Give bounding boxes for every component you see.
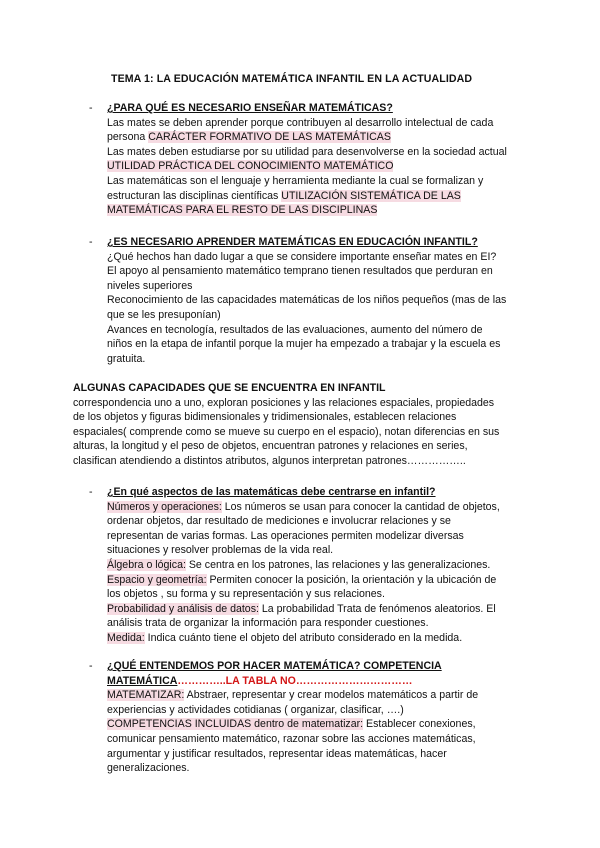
text-line: estructuran las disciplinas científicas UTILIZACIÓN SISTEMÁTICA DE LAS xyxy=(107,189,461,202)
text-line: Reconocimiento de las capacidades matemáticas de los niños pequeños (mas de las xyxy=(107,294,507,307)
text-line: argumentar y justificar resultados, representar ideas matemáticas, hacer xyxy=(107,747,447,760)
text-line: Probabilidad y análisis de datos: La probabilidad Trata de fenómenos aleatorios. El xyxy=(107,602,496,615)
text-line: espaciales( comprende como se mueve su cuerpo en el espacio), notan diferencias en sus xyxy=(73,425,500,438)
section-body xyxy=(107,250,506,367)
section-heading: ¿QUÉ ENTENDEMOS POR HACER MATEMÁTICA? COMPETENCIA xyxy=(107,660,442,672)
text-line: MATEMATIZAR: Abstraer, representar y crear modelos matemáticos a partir de xyxy=(107,689,479,702)
section-heading-cont: MATEMÁTICA xyxy=(107,674,178,687)
highlight: UTILIDAD PRÁCTICA DEL CONOCIMIENTO MATEMÁTICO xyxy=(107,160,394,173)
section-aspectos xyxy=(89,485,500,646)
text-line: experiencias y actividades cotidianas ( organizar, clasificar, ….) xyxy=(107,703,404,716)
text-line: Avances en tecnología, resultados de las evaluaciones, aumento del número de xyxy=(107,323,483,336)
highlight: MATEMATIZAR: xyxy=(107,689,185,702)
section-heading: ¿En qué aspectos de las matemáticas debe centrarse en infantil? xyxy=(107,486,436,498)
highlight: COMPETENCIAS INCLUIDAS dentro de matematizar: xyxy=(107,718,364,731)
text-line: que se les presuponían) xyxy=(107,308,221,321)
bullet: - xyxy=(89,102,93,114)
text-line: de los objetos y figuras bidimensionales y tridimensionales, establecen relaciones xyxy=(73,411,457,424)
text-line: correspondencia uno a uno, exploran posiciones y las relaciones espaciales, propiedades xyxy=(73,396,495,409)
text-line: Las matemáticas son el lenguaje y herramienta mediante la cual se formalizan y xyxy=(107,174,484,187)
text-line: Espacio y geometría: Permiten conocer la posición, la orientación y la ubicación de xyxy=(107,573,497,586)
page-title: TEMA 1: LA EDUCACIÓN MATEMÁTICA INFANTIL EN LA ACTUALIDAD xyxy=(111,73,473,85)
text-line: gratuita. xyxy=(107,352,146,365)
bullet: - xyxy=(89,486,93,498)
text-line: situaciones y resolver problemas de la vida real. xyxy=(107,544,334,557)
highlight: Probabilidad y análisis de datos: xyxy=(107,602,259,615)
highlight: Números y operaciones: xyxy=(107,500,222,513)
text-line: Las mates deben estudiarse por su utilidad para desenvolverse en la sociedad actual xyxy=(107,145,507,158)
text-line: los objetos , su forma y su representación y sus relaciones. xyxy=(107,588,385,601)
text-line: clasifican atendiendo a distintos atributos, algunos interpretan patrones…………….. xyxy=(73,454,466,467)
bullet: - xyxy=(89,236,93,248)
section-es-necesario xyxy=(89,235,506,366)
red-note: …………..LA TABLA NO…………………………… xyxy=(177,674,413,687)
text-line xyxy=(107,159,507,174)
section-capacidades xyxy=(73,381,499,469)
section-heading: ALGUNAS CAPACIDADES QUE SE ENCUENTRA EN INFANTIL xyxy=(73,382,386,394)
text-line: comunicar pensamiento matemático, razonar sobre las acciones matemáticas, xyxy=(107,732,476,745)
text-line: Las mates se deben aprender porque contribuyen al desarrollo intelectual de cada xyxy=(107,116,494,129)
text-line: COMPETENCIAS INCLUIDAS dentro de matematizar: Establecer conexiones, xyxy=(107,718,476,731)
text-line: generalizaciones. xyxy=(107,762,190,775)
section-body xyxy=(107,116,507,218)
bullet: - xyxy=(89,660,93,672)
highlight: Álgebra o lógica: xyxy=(107,558,186,571)
text-line: ordenar objetos, dar resultado de mediciones e involucrar relaciones y se xyxy=(107,515,451,528)
text-line: Números y operaciones: Los números se usan para conocer la cantidad de objetos, xyxy=(107,500,500,513)
section-body xyxy=(107,500,500,646)
text-line: persona CARÁCTER FORMATIVO DE LAS MATEMÁTICAS xyxy=(107,131,391,144)
text-line: niños en la etapa de infantil porque la mujer ha empezado a trabajar y la escuela es xyxy=(107,338,501,351)
section-heading-line2 xyxy=(107,674,478,689)
text-line: El apoyo al pensamiento matemático temprano tienen resultados que perduran en xyxy=(107,265,493,278)
highlight: Espacio y geometría: xyxy=(107,573,207,586)
highlight: Medida: xyxy=(107,631,145,644)
highlight: MATEMÁTICAS PARA EL RESTO DE LAS DISCIPLINAS xyxy=(107,204,378,217)
text-line: niveles superiores xyxy=(107,279,193,292)
text-line: Álgebra o lógica: Se centra en los patrones, las relaciones y las generalizaciones. xyxy=(107,558,491,571)
section-body xyxy=(107,688,478,776)
highlight: CARÁCTER FORMATIVO DE LAS MATEMÁTICAS xyxy=(148,131,391,144)
section-para-que xyxy=(89,101,507,218)
text-line xyxy=(107,203,507,218)
text-line: Medida: Indica cuánto tiene el objeto del atributo considerado en la medida. xyxy=(107,631,463,644)
text-line: representan de varias formas. Las operaciones permiten modelizar diversas xyxy=(107,529,464,542)
text-line: alturas, la longitud y el peso de objetos, encuentran patrones y relaciones en series, xyxy=(73,440,468,453)
section-heading: ¿PARA QUÉ ES NECESARIO ENSEÑAR MATEMÁTICAS? xyxy=(107,102,393,114)
section-heading: ¿ES NECESARIO APRENDER MATEMÁTICAS EN EDUCACIÓN INFANTIL? xyxy=(107,236,478,248)
text-line: ¿Qué hechos han dado lugar a que se considere importante enseñar mates en EI? xyxy=(107,250,497,263)
section-hacer-matematica xyxy=(89,659,478,776)
highlight: UTILIZACIÓN SISTEMÁTICA DE LAS xyxy=(281,189,461,202)
text-line: análisis trata de organizar la información para responder cuestiones. xyxy=(107,617,429,630)
